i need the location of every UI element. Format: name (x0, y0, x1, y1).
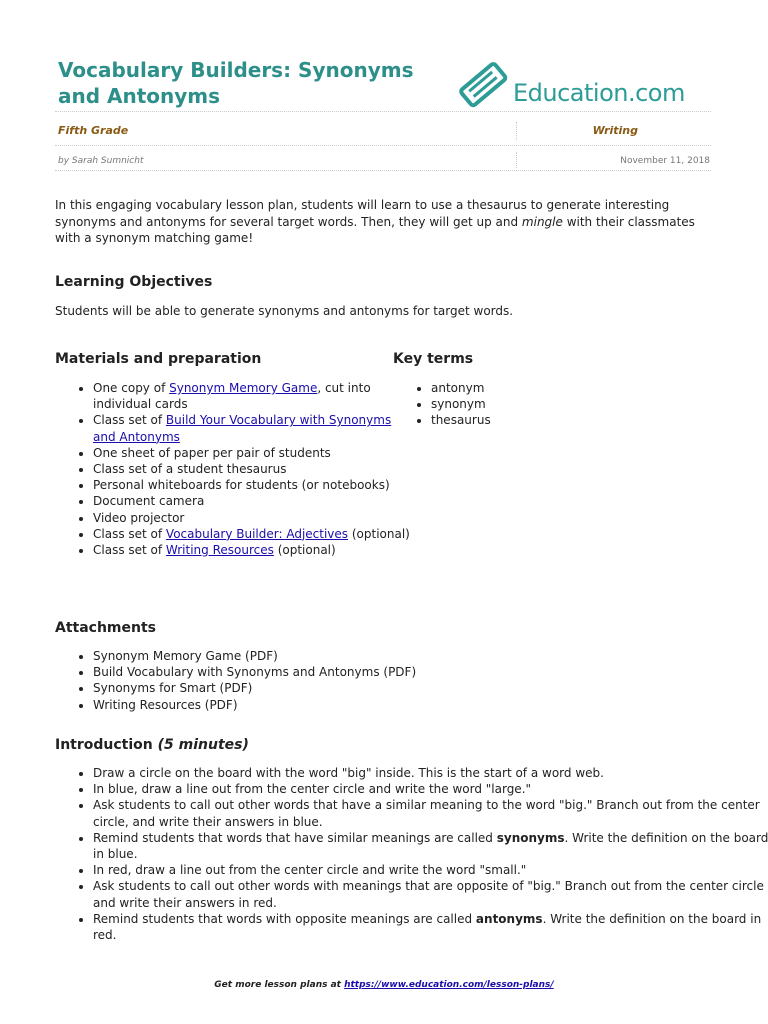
materials-item: • Document camera (93, 493, 413, 509)
attachment-item[interactable]: • Build Vocabulary with Synonyms and Antonyms (PDF) (93, 664, 753, 680)
attachment-item[interactable]: • Synonyms for Smart (PDF) (93, 680, 753, 696)
materials-item: • Class set of a student thesaurus (93, 461, 413, 477)
pencil-logo-icon (455, 56, 513, 112)
intro-paragraph: In this engaging vocabulary lesson plan, students will learn to use a thesaurus to generate interesting synonyms and antonyms for several target words. Then, they will get up and mingle with their classmates with a synonym matching game! (55, 198, 695, 245)
logo-wordmark: Education.com (513, 79, 685, 107)
materials-item: • Personal whiteboards for students (or notebooks) (93, 477, 413, 493)
materials-item[interactable]: • Class set of Build Your Vocabulary with Synonyms and Antonyms (93, 412, 413, 444)
material-link[interactable]: Build Your Vocabulary with Synonyms and Antonyms (93, 413, 392, 444)
subject-label: Writing (592, 124, 638, 137)
materials-item: • One sheet of paper per pair of students (93, 445, 413, 461)
material-link[interactable]: Synonym Memory Game (169, 381, 318, 395)
grade-label: Fifth Grade (58, 124, 129, 137)
objectives-text: Students will be able to generate synonyms and antonyms for target words. (55, 304, 514, 318)
introduction-step: • Ask students to call out other words with meanings that are opposite of "big." Branch out from the center circle and write their answers in red. (93, 878, 768, 910)
materials-heading: Materials and preparation (55, 351, 262, 367)
introduction-list (55, 765, 768, 943)
material-link[interactable]: Vocabulary Builder: Adjectives (165, 526, 349, 541)
attachments-heading: Attachments (55, 620, 157, 636)
materials-item[interactable]: • Class set of Vocabulary Builder: Adjectives (optional) (93, 526, 413, 542)
objectives-heading: Learning Objectives (55, 274, 213, 290)
page-title: Vocabulary Builders: Synonyms and Antonyms (58, 58, 414, 108)
divider (55, 170, 711, 171)
materials-item[interactable]: • Class set of Writing Resources (optional) (93, 542, 413, 558)
key-terms-heading: Key terms (393, 351, 474, 367)
divider (55, 145, 711, 146)
introduction-heading: Introduction (5 minutes) (55, 737, 249, 753)
divider (516, 122, 517, 140)
introduction-step: • In red, draw a line out from the center circle and write the word "small." (93, 862, 768, 878)
key-terms-list (393, 380, 731, 429)
key-term-item: • antonym (431, 380, 731, 396)
divider (516, 152, 517, 168)
education-logo[interactable] (455, 56, 713, 112)
attachment-item[interactable]: • Writing Resources (PDF) (93, 697, 753, 713)
materials-list (55, 380, 413, 558)
attachments-list (55, 648, 753, 713)
introduction-step: • In blue, draw a line out from the center circle and write the word "large." (93, 781, 768, 797)
material-link[interactable]: Writing Resources (165, 543, 274, 558)
date-label: November 11, 2018 (620, 156, 710, 166)
author-label: by Sarah Sumnicht (58, 156, 144, 166)
attachment-item[interactable]: • Synonym Memory Game (PDF) (93, 648, 753, 664)
key-term-item: • synonym (431, 396, 731, 412)
footer: Get more lesson plans at https://www.education.com/lesson-plans/ (214, 980, 554, 990)
materials-item: • Video projector (93, 510, 413, 526)
introduction-step: • Remind students that words with opposite meanings are called antonyms. Write the definition on the board in red. (93, 911, 768, 943)
introduction-step: • Ask students to call out other words that have a similar meaning to the word "big." Branch out from the center circle, and write their answers in blue. (93, 797, 768, 829)
divider (55, 111, 711, 112)
introduction-step: • Draw a circle on the board with the word "big" inside. This is the start of a word web. (93, 765, 768, 781)
footer-link[interactable]: https://www.education.com/lesson-plans/ (344, 980, 554, 990)
materials-item[interactable]: • One copy of Synonym Memory Game, cut into individual cards (93, 380, 413, 412)
key-term-item: • thesaurus (431, 412, 731, 428)
introduction-step: • Remind students that words that have similar meanings are called synonyms. Write the definition on the board in blue. (93, 830, 768, 862)
